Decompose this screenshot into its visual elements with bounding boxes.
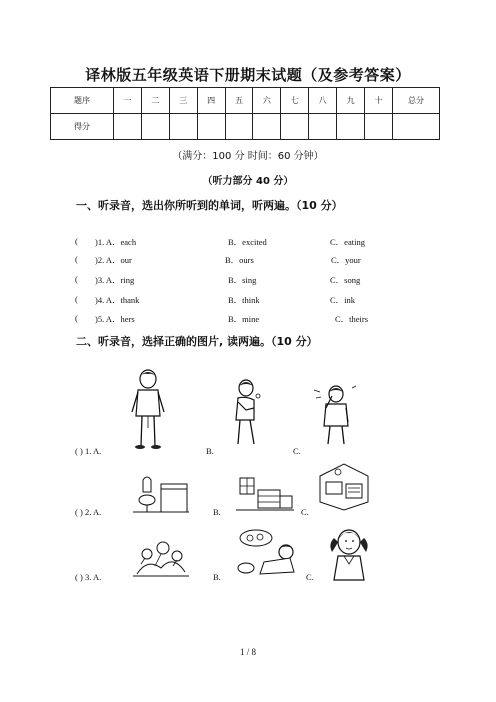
score-cell — [114, 114, 142, 140]
score-row-label: 得分 — [51, 114, 114, 140]
answer-paren: ( — [75, 294, 78, 304]
option-b: B．think — [228, 295, 260, 305]
option-b: B．mine — [228, 314, 260, 324]
page-number: 1 / 8 — [239, 647, 256, 657]
question-row — [75, 313, 435, 327]
option-c: C．song — [330, 275, 361, 285]
header-cell: 七 — [281, 88, 309, 114]
score-cell — [197, 114, 225, 140]
header-cell: 九 — [337, 88, 365, 114]
option-b-label: B. — [206, 446, 214, 456]
question-row — [75, 294, 435, 308]
option-b: B．ours — [225, 255, 254, 265]
header-cell: 八 — [309, 88, 337, 114]
answer-paren: ( — [75, 236, 78, 246]
score-cell — [141, 114, 169, 140]
option-a: )4. A．thank — [95, 295, 140, 305]
score-cell — [225, 114, 253, 140]
option-c: C．ink — [330, 295, 356, 305]
picture-question-row — [75, 507, 435, 521]
option-b: B．excited — [228, 237, 267, 247]
option-c: C．eating — [330, 237, 365, 247]
score-cell — [393, 114, 440, 140]
header-cell: 三 — [169, 88, 197, 114]
header-cell: 题序 — [51, 88, 114, 114]
answer-paren: ( — [75, 507, 78, 517]
question-row — [75, 274, 435, 288]
picture-question-row — [75, 446, 435, 460]
header-cell: 五 — [225, 88, 253, 114]
option-c: C．your — [331, 255, 361, 265]
score-table-header-row — [51, 88, 440, 114]
exam-meta: （满分：100 分 时间：60 分钟） — [172, 151, 324, 162]
score-table — [50, 87, 440, 140]
option-a: )3. A．ring — [95, 275, 135, 285]
boy-stomachache-illustration — [228, 378, 266, 448]
option-c-label: C. — [306, 572, 314, 582]
picture-question-row — [75, 572, 435, 586]
option-a-label: ) 3. A. — [80, 572, 102, 582]
score-cell — [337, 114, 365, 140]
option-b-label: B. — [213, 572, 221, 582]
header-cell: 一 — [114, 88, 142, 114]
option-a-label: ) 1. A. — [80, 446, 102, 456]
score-cell — [169, 114, 197, 140]
part2-heading: 二、听录音，选择正确的图片, 读两遍。（10 分） — [76, 335, 318, 348]
score-cell — [253, 114, 281, 140]
score-table-score-row — [51, 114, 440, 140]
option-c-label: C. — [293, 446, 301, 456]
header-cell: 二 — [141, 88, 169, 114]
option-c-label: C. — [301, 507, 309, 517]
score-cell — [365, 114, 393, 140]
answer-paren: ( — [75, 446, 78, 456]
option-b-label: B. — [213, 507, 221, 517]
option-c: C．theirs — [335, 314, 369, 324]
answer-paren: ( — [75, 572, 78, 582]
boy-standing-illustration — [128, 368, 168, 450]
option-a-label: ) 2. A. — [80, 507, 102, 517]
listening-note: （听力部分 40 分） — [202, 176, 294, 187]
score-cell — [281, 114, 309, 140]
boy-coughing-illustration — [312, 382, 360, 448]
boy-dreaming-illustration — [234, 528, 298, 576]
option-b: B．sing — [228, 275, 257, 285]
option-a: )1. A．each — [95, 237, 137, 247]
answer-paren: ( — [75, 313, 78, 323]
option-a: )2. A．our — [95, 255, 132, 265]
header-cell: 十 — [365, 88, 393, 114]
answer-paren: ( — [75, 274, 78, 284]
part1-heading: 一、听录音，选出你所听到的单词，听两遍。（10 分） — [76, 199, 343, 212]
header-cell: 四 — [197, 88, 225, 114]
score-cell — [309, 114, 337, 140]
question-row — [75, 254, 435, 268]
header-cell: 六 — [253, 88, 281, 114]
living-room-illustration — [318, 462, 370, 512]
answer-paren: ( — [75, 254, 78, 264]
question-row — [75, 236, 435, 250]
page-title: 译林版五年级英语下册期末试题（及参考答案） — [85, 66, 411, 84]
header-cell: 总分 — [393, 88, 440, 114]
option-a: )5. A．hers — [95, 314, 135, 324]
